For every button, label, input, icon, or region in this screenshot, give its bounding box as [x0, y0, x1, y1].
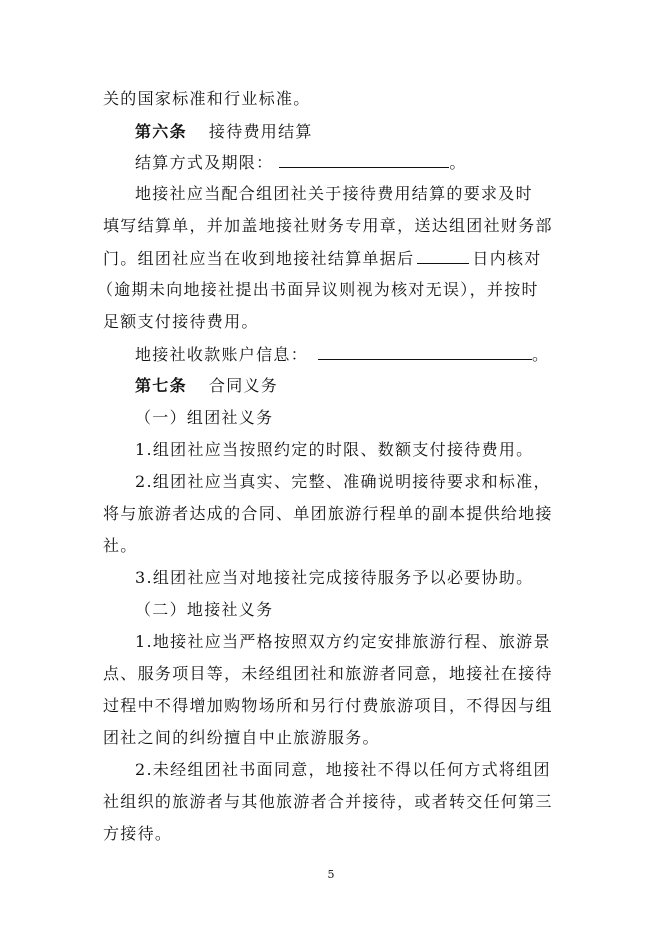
account-line: [135, 343, 565, 366]
article-7-heading: [135, 375, 565, 397]
text-line: 团社之间的纠纷擅自中止旅游服务。: [103, 728, 380, 747]
text-line: 1.地接社应当严格按照双方约定安排旅游行程、旅游景: [135, 632, 551, 651]
section-heading: （一）组团社义务: [135, 408, 274, 427]
text-line: 填写结算单，并加盖地接社财务专用章，送达组团社财务部: [103, 216, 553, 235]
account-blank: [318, 343, 532, 360]
period: 。: [532, 345, 550, 364]
page-number: 5: [327, 868, 335, 881]
text-line: 方接待。: [103, 824, 173, 843]
text-line: 2.组团社应当真实、完整、准确说明接待要求和标准，: [135, 472, 551, 491]
days-blank: [417, 247, 469, 264]
text-line: （逾期未向地接社提出书面异议则视为核对无误），并按时: [97, 280, 539, 299]
text-line: 地接社应当配合组团社关于接待费用结算的要求及时: [135, 184, 533, 203]
account-label: 地接社收款账户信息：: [135, 345, 309, 364]
article-6-number: 第六条: [135, 122, 187, 141]
section-heading: （二）地接社义务: [135, 600, 274, 619]
text-segment: 门。组团社应当在收到地接社结算单据后: [103, 249, 415, 268]
period: 。: [449, 153, 467, 172]
text-segment: 日内核对: [472, 249, 542, 268]
text-line: 关的国家标准和行业标准。: [103, 89, 311, 108]
text-line: 1.组团社应当按照约定的时限、数额支付接待费用。: [135, 440, 534, 459]
article-7-number: 第七条: [135, 376, 187, 395]
text-line: 足额支付接待费用。: [103, 312, 259, 331]
settlement-line: [135, 151, 565, 174]
text-line: 3.组团社应当对地接社完成接待服务予以必要协助。: [135, 568, 534, 587]
text-line: 社组织的旅游者与其他旅游者合并接待，或者转交任何第三: [103, 792, 553, 811]
text-line: 2.未经组团社书面同意，地接社不得以任何方式将组团: [135, 760, 551, 779]
settlement-blank: [279, 151, 449, 168]
settlement-label: 结算方式及期限：: [135, 153, 274, 172]
text-line: 将与旅游者达成的合同、单团旅游行程单的副本提供给地接: [103, 504, 553, 523]
article-7-title: 合同义务: [208, 376, 279, 395]
text-line: 点、服务项目等，未经组团社和旅游者同意，地接社在接待: [103, 664, 553, 683]
article-6-heading: [135, 121, 565, 143]
text-line: [103, 247, 563, 270]
text-line: 社。: [103, 536, 138, 555]
article-6-title: 接待费用结算: [208, 122, 313, 141]
text-line: 过程中不得增加购物场所和另行付费旅游项目，不得因与组: [103, 696, 553, 715]
